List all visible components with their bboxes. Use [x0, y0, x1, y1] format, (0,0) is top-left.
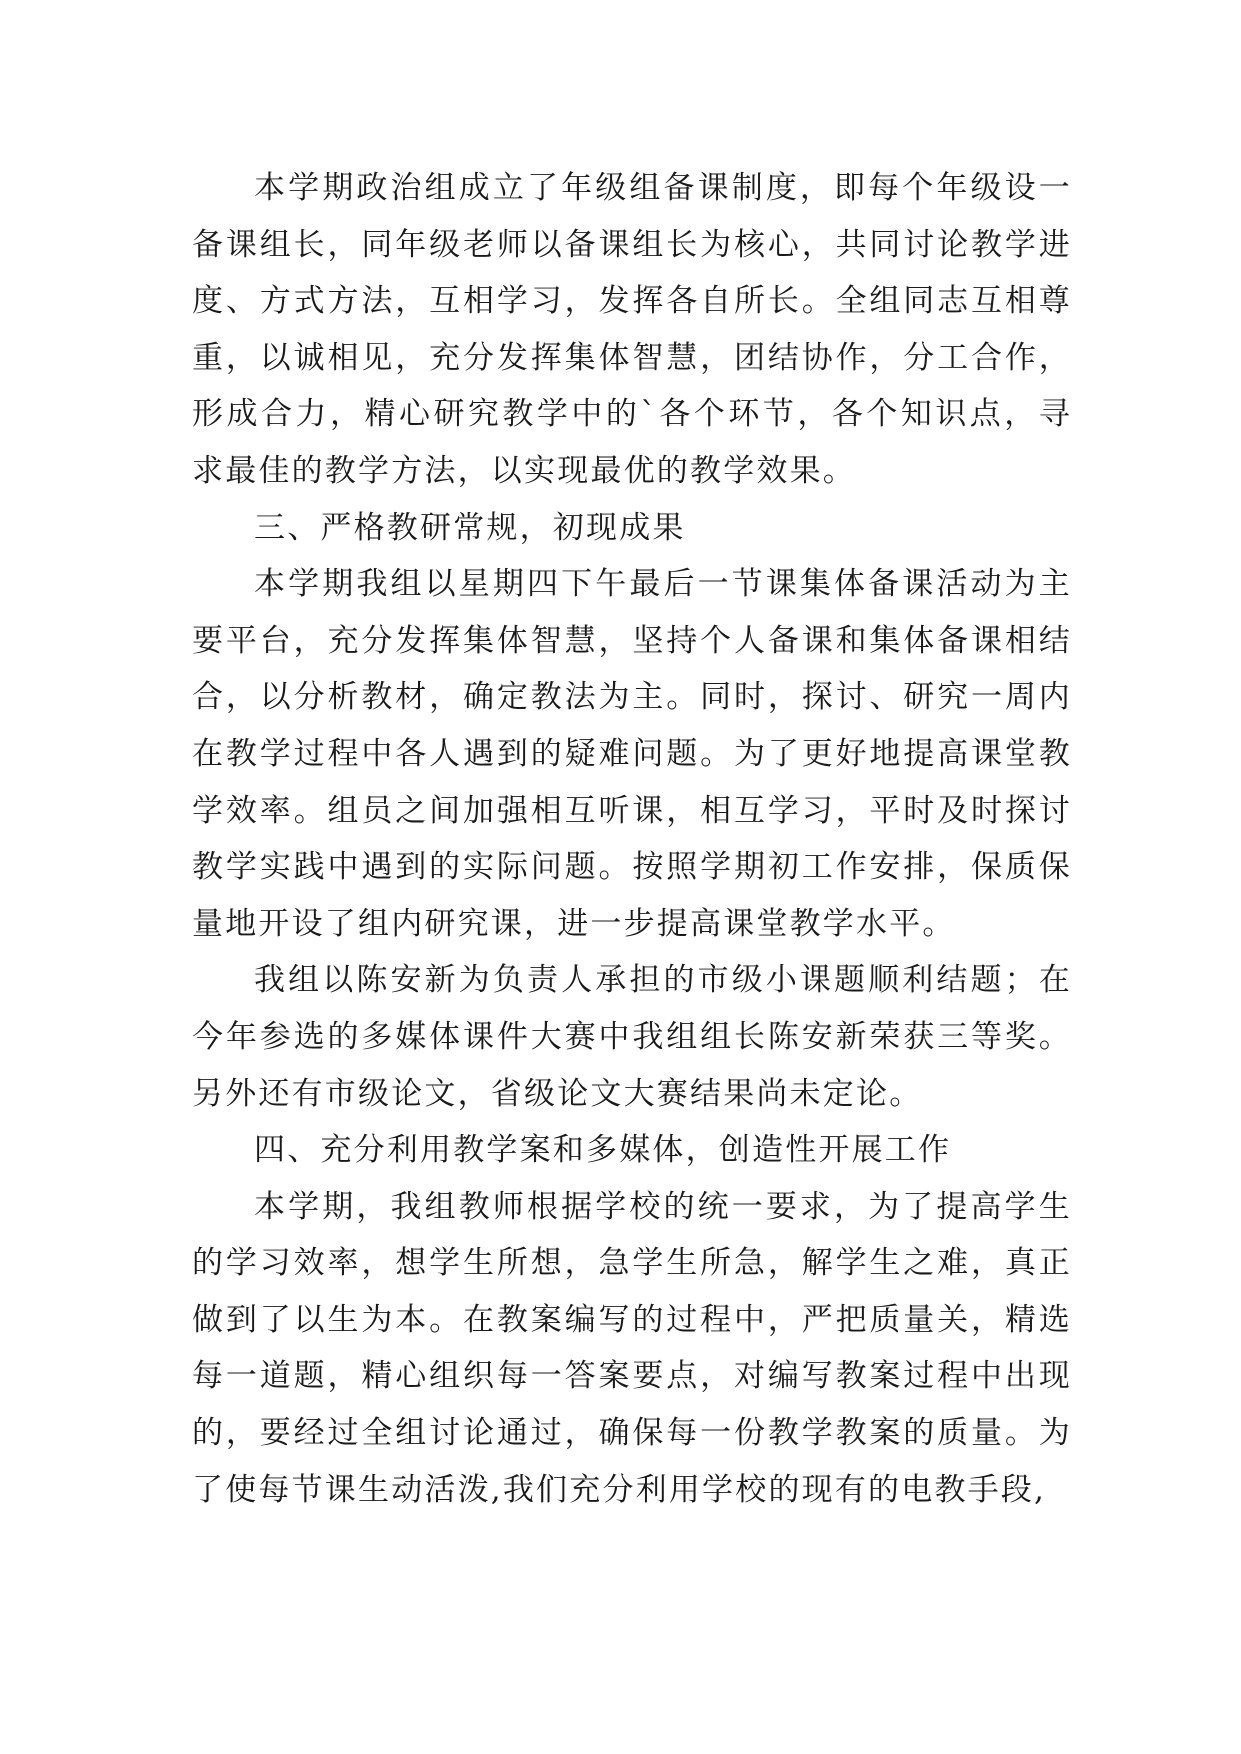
paragraph-achievements: 我组以陈安新为负责人承担的市级小课题顺利结题；在今年参选的多媒体课件大赛中我组组长陈安新荣获三等奖。另外还有市级论文，省级论文大赛结果尚未定论。 [192, 962, 1072, 1112]
document-body [192, 160, 1072, 1518]
paragraph-grade-prep-system: 本学期政治组成立了年级组备课制度，即每个年级设一备课组长，同年级老师以备课组长为核心，共同讨论教学进度、方式方法，互相学习，发挥各自所长。全组同志互相尊重，以诚相见，充分发挥集体智慧，团结协作，分工合作，形成合力，精心研究教学中的`各个环节，各个知识点，寻求最佳的教学方法，以实现最优的教学效果。 [192, 170, 1072, 489]
section-heading-4: 四、充分利用教学案和多媒体，创造性开展工作 [254, 1132, 952, 1169]
section-heading-3: 三、严格教研常规，初现成果 [254, 509, 686, 546]
paragraph-teaching-research: 本学期我组以星期四下午最后一节课集体备课活动为主要平台，充分发挥集体智慧，坚持个人备课和集体备课相结合，以分析教材，确定教法为主。同时，探讨、研究一周内在教学过程中各人遇到的疑难问题。为了更好地提高课堂教学效率。组员之间加强相互听课，相互学习，平时及时探讨教学实践中遇到的实际问题。按照学期初工作安排，保质保量地开设了组内研究课，进一步提高课堂教学水平。 [192, 566, 1072, 942]
paragraph-lesson-plans: 本学期，我组教师根据学校的统一要求，为了提高学生的学习效率，想学生所想，急学生所急，解学生之难，真正做到了以生为本。在教案编写的过程中，严把质量关，精选每一道题，精心组织每一答案要点，对编写教案过程中出现的，要经过全组讨论通过，确保每一份教学教案的质量。为了使每节课生动活泼,我们充分利用学校的现有的电教手段, [192, 1188, 1072, 1508]
